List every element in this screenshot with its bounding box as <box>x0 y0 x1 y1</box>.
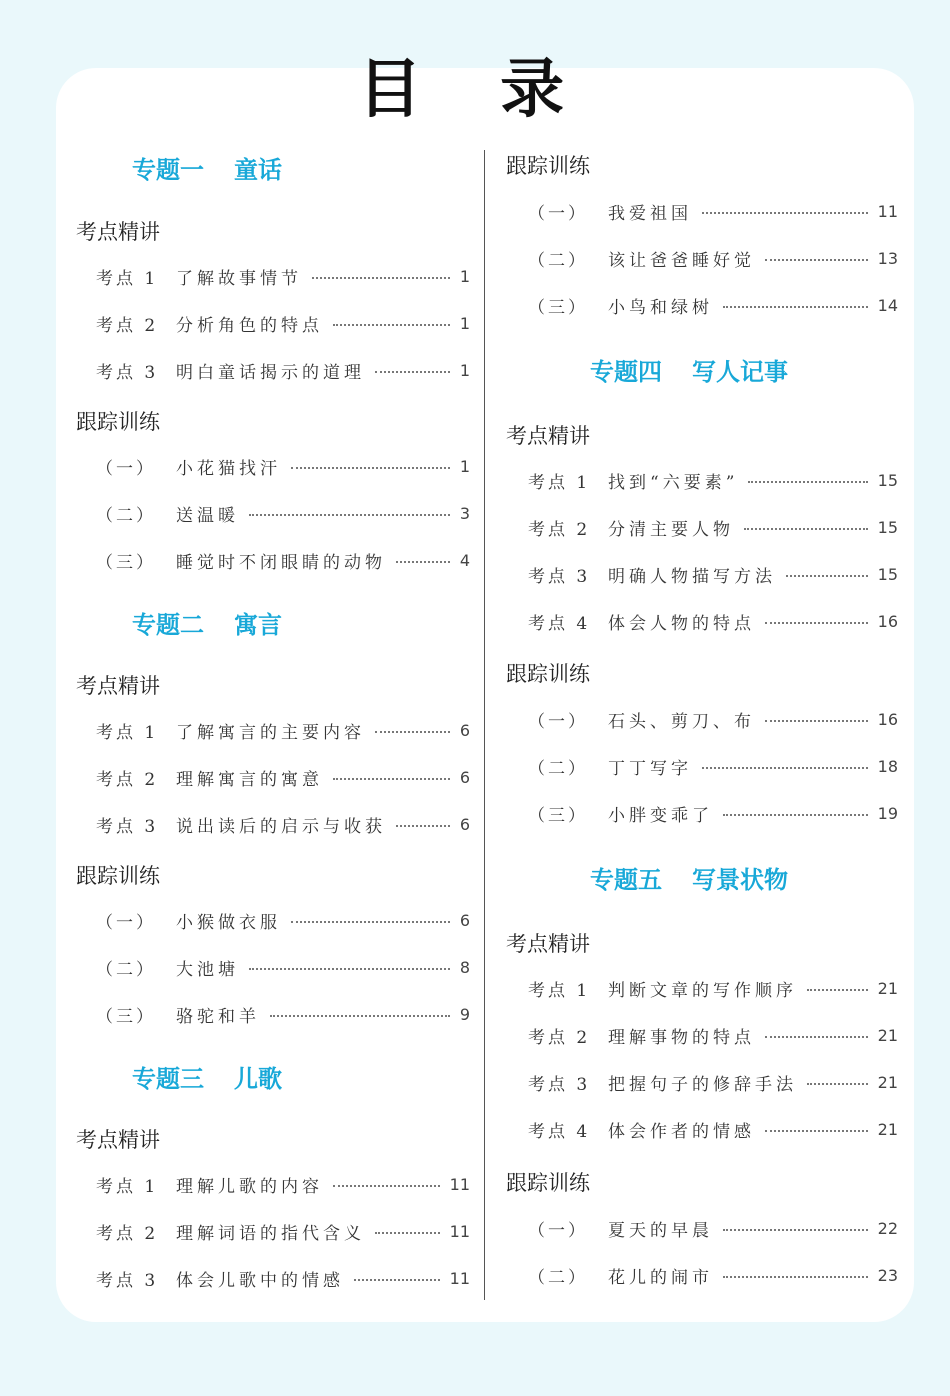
entry-number: 考点 3 <box>96 1270 159 1291</box>
entry-number: 考点 3 <box>528 566 591 587</box>
section-heading: 考点精讲 <box>76 674 160 698</box>
entry-number: （二） <box>96 505 156 526</box>
entry-title: 小胖变乖了 <box>608 805 713 826</box>
entry-number: 考点 1 <box>96 1176 159 1197</box>
entry-page-number: 15 <box>877 517 898 537</box>
entry-number: （二） <box>96 959 156 980</box>
toc-entry[interactable] <box>96 263 470 289</box>
entry-title: 小鸟和绿树 <box>608 297 713 318</box>
column-divider <box>484 150 485 1300</box>
topic-name: 童话 <box>234 156 282 184</box>
section-heading: 跟踪训练 <box>506 662 590 686</box>
entry-page-number: 1 <box>459 266 470 286</box>
entry-title: 丁丁写字 <box>608 758 692 779</box>
entry-number: 考点 2 <box>96 315 159 336</box>
toc-entry[interactable] <box>528 975 898 1001</box>
entry-number: （三） <box>528 805 588 826</box>
entry-title: 理解寓言的寓意 <box>176 769 323 790</box>
topic-name: 写人记事 <box>692 358 788 386</box>
toc-entry[interactable] <box>528 1262 898 1288</box>
section-heading: 考点精讲 <box>76 220 160 244</box>
toc-entry[interactable] <box>528 561 898 587</box>
entry-page-number: 3 <box>459 503 470 523</box>
topic-number: 专题二 <box>132 611 204 639</box>
entry-title: 小猴做衣服 <box>176 912 281 933</box>
dot-leader <box>723 1229 868 1231</box>
entry-title: 判断文章的写作顺序 <box>608 980 797 1001</box>
entry-title: 明确人物描写方法 <box>608 566 776 587</box>
entry-title: 体会作者的情感 <box>608 1121 755 1142</box>
entry-number: （三） <box>96 1006 156 1027</box>
entry-title: 理解事物的特点 <box>608 1027 755 1048</box>
dot-leader <box>354 1279 440 1281</box>
toc-entry[interactable] <box>528 608 898 634</box>
entry-title: 体会儿歌中的情感 <box>176 1270 344 1291</box>
section-heading: 跟踪训练 <box>506 154 590 178</box>
entry-number: 考点 1 <box>96 722 159 743</box>
toc-entry[interactable] <box>96 500 470 526</box>
entry-number: 考点 2 <box>528 1027 591 1048</box>
toc-entry[interactable] <box>528 800 898 826</box>
topic-heading <box>132 1059 282 1094</box>
entry-number: 考点 2 <box>96 1223 159 1244</box>
entry-page-number: 21 <box>877 978 898 998</box>
dot-leader <box>702 212 868 214</box>
toc-entry[interactable] <box>96 1001 470 1027</box>
toc-entry[interactable] <box>96 310 470 336</box>
dot-leader <box>765 259 868 261</box>
entry-page-number: 8 <box>459 957 470 977</box>
entry-page-number: 11 <box>877 201 898 221</box>
dot-leader <box>249 968 450 970</box>
dot-leader <box>765 622 868 624</box>
entry-page-number: 14 <box>877 295 898 315</box>
entry-number: （一） <box>96 912 156 933</box>
entry-page-number: 6 <box>459 814 470 834</box>
entry-page-number: 21 <box>877 1072 898 1092</box>
entry-title: 了解寓言的主要内容 <box>176 722 365 743</box>
toc-entry[interactable] <box>96 811 470 837</box>
entry-page-number: 6 <box>459 910 470 930</box>
entry-title: 花儿的闹市 <box>608 1267 713 1288</box>
entry-title: 送温暖 <box>176 505 239 526</box>
entry-page-number: 4 <box>459 550 470 570</box>
dot-leader <box>807 1083 868 1085</box>
toc-entry[interactable] <box>528 245 898 271</box>
toc-entry[interactable] <box>528 1215 898 1241</box>
toc-entry[interactable] <box>96 547 470 573</box>
topic-number: 专题四 <box>590 358 662 386</box>
section-heading: 考点精讲 <box>506 932 590 956</box>
dot-leader <box>723 1276 868 1278</box>
entry-page-number: 6 <box>459 720 470 740</box>
entry-title: 找到“六要素” <box>608 472 739 493</box>
entry-page-number: 21 <box>877 1025 898 1045</box>
entry-page-number: 23 <box>877 1265 898 1285</box>
topic-name: 寓言 <box>234 611 282 639</box>
toc-entry[interactable] <box>96 1218 470 1244</box>
entry-number: （一） <box>528 203 588 224</box>
toc-entry[interactable] <box>528 1022 898 1048</box>
toc-entry[interactable] <box>96 764 470 790</box>
entry-page-number: 13 <box>877 248 898 268</box>
entry-number: 考点 3 <box>528 1074 591 1095</box>
entry-number: （一） <box>528 711 588 732</box>
toc-entry[interactable] <box>528 706 898 732</box>
entry-title: 理解儿歌的内容 <box>176 1176 323 1197</box>
entry-page-number: 21 <box>877 1119 898 1139</box>
topic-number: 专题一 <box>132 156 204 184</box>
toc-entry[interactable] <box>96 357 470 383</box>
entry-title: 明白童话揭示的道理 <box>176 362 365 383</box>
topic-heading <box>132 605 282 640</box>
entry-page-number: 11 <box>449 1221 470 1241</box>
toc-entry[interactable] <box>528 514 898 540</box>
entry-title: 说出读后的启示与收获 <box>176 816 386 837</box>
toc-entry[interactable] <box>528 292 898 318</box>
dot-leader <box>312 277 450 279</box>
dot-leader <box>396 561 450 563</box>
dot-leader <box>270 1015 450 1017</box>
dot-leader <box>291 467 450 469</box>
toc-entry[interactable] <box>96 954 470 980</box>
toc-entry[interactable] <box>528 1116 898 1142</box>
entry-title: 大池塘 <box>176 959 239 980</box>
entry-number: （一） <box>528 1220 588 1241</box>
entry-page-number: 11 <box>449 1268 470 1288</box>
topic-heading <box>590 860 788 895</box>
toc-entry[interactable] <box>528 198 898 224</box>
section-heading: 跟踪训练 <box>76 864 160 888</box>
dot-leader <box>333 778 450 780</box>
entry-number: （三） <box>528 297 588 318</box>
entry-number: （一） <box>96 458 156 479</box>
entry-number: （三） <box>96 552 156 573</box>
toc-entry[interactable] <box>528 467 898 493</box>
entry-page-number: 22 <box>877 1218 898 1238</box>
dot-leader <box>375 371 450 373</box>
topic-number: 专题三 <box>132 1065 204 1093</box>
entry-title: 了解故事情节 <box>176 268 302 289</box>
toc-entry[interactable] <box>528 1069 898 1095</box>
dot-leader <box>748 481 867 483</box>
dot-leader <box>765 720 868 722</box>
entry-title: 我爱祖国 <box>608 203 692 224</box>
entry-title: 石头、剪刀、布 <box>608 711 755 732</box>
dot-leader <box>375 1232 440 1234</box>
dot-leader <box>723 306 868 308</box>
entry-page-number: 16 <box>877 709 898 729</box>
entry-number: 考点 4 <box>528 1121 591 1142</box>
toc-entry[interactable] <box>96 907 470 933</box>
entry-title: 理解词语的指代含义 <box>176 1223 365 1244</box>
entry-number: （二） <box>528 250 588 271</box>
entry-number: 考点 1 <box>96 268 159 289</box>
entry-title: 夏天的早晨 <box>608 1220 713 1241</box>
dot-leader <box>249 514 450 516</box>
dot-leader <box>333 1185 440 1187</box>
toc-entry[interactable] <box>528 753 898 779</box>
entry-title: 小花猫找汗 <box>176 458 281 479</box>
entry-page-number: 1 <box>459 456 470 476</box>
entry-page-number: 18 <box>877 756 898 776</box>
entry-number: 考点 4 <box>528 613 591 634</box>
dot-leader <box>723 814 868 816</box>
toc-entry[interactable] <box>96 1171 470 1197</box>
topic-heading <box>132 150 282 185</box>
toc-entry[interactable] <box>96 717 470 743</box>
dot-leader <box>396 825 450 827</box>
entry-page-number: 1 <box>459 313 470 333</box>
topic-name: 儿歌 <box>234 1065 282 1093</box>
entry-page-number: 9 <box>459 1004 470 1024</box>
section-heading: 考点精讲 <box>76 1128 160 1152</box>
entry-page-number: 11 <box>449 1174 470 1194</box>
section-heading: 跟踪训练 <box>76 410 160 434</box>
dot-leader <box>765 1036 868 1038</box>
entry-title: 体会人物的特点 <box>608 613 755 634</box>
dot-leader <box>375 731 450 733</box>
dot-leader <box>786 575 868 577</box>
dot-leader <box>702 767 868 769</box>
dot-leader <box>807 989 868 991</box>
entry-number: （二） <box>528 1267 588 1288</box>
entry-number: 考点 1 <box>528 980 591 1001</box>
entry-title: 该让爸爸睡好觉 <box>608 250 755 271</box>
entry-number: 考点 2 <box>96 769 159 790</box>
entry-number: 考点 2 <box>528 519 591 540</box>
entry-page-number: 15 <box>877 564 898 584</box>
entry-title: 分析角色的特点 <box>176 315 323 336</box>
entry-title: 把握句子的修辞手法 <box>608 1074 797 1095</box>
section-heading: 跟踪训练 <box>506 1171 590 1195</box>
entry-page-number: 16 <box>877 611 898 631</box>
topic-name: 写景状物 <box>692 866 788 894</box>
entry-number: （二） <box>528 758 588 779</box>
entry-title: 分清主要人物 <box>608 519 734 540</box>
toc-entry[interactable] <box>96 453 470 479</box>
entry-title: 骆驼和羊 <box>176 1006 260 1027</box>
entry-page-number: 15 <box>877 470 898 490</box>
dot-leader <box>333 324 450 326</box>
entry-number: 考点 1 <box>528 472 591 493</box>
section-heading: 考点精讲 <box>506 424 590 448</box>
entry-page-number: 19 <box>877 803 898 823</box>
entry-page-number: 6 <box>459 767 470 787</box>
toc-entry[interactable] <box>96 1265 470 1291</box>
entry-title: 睡觉时不闭眼睛的动物 <box>176 552 386 573</box>
entry-number: 考点 3 <box>96 816 159 837</box>
topic-number: 专题五 <box>590 866 662 894</box>
entry-page-number: 1 <box>459 360 470 380</box>
topic-heading <box>590 352 788 387</box>
dot-leader <box>291 921 450 923</box>
dot-leader <box>744 528 868 530</box>
page-title: 目 录 <box>357 53 593 127</box>
dot-leader <box>765 1130 868 1132</box>
entry-number: 考点 3 <box>96 362 159 383</box>
